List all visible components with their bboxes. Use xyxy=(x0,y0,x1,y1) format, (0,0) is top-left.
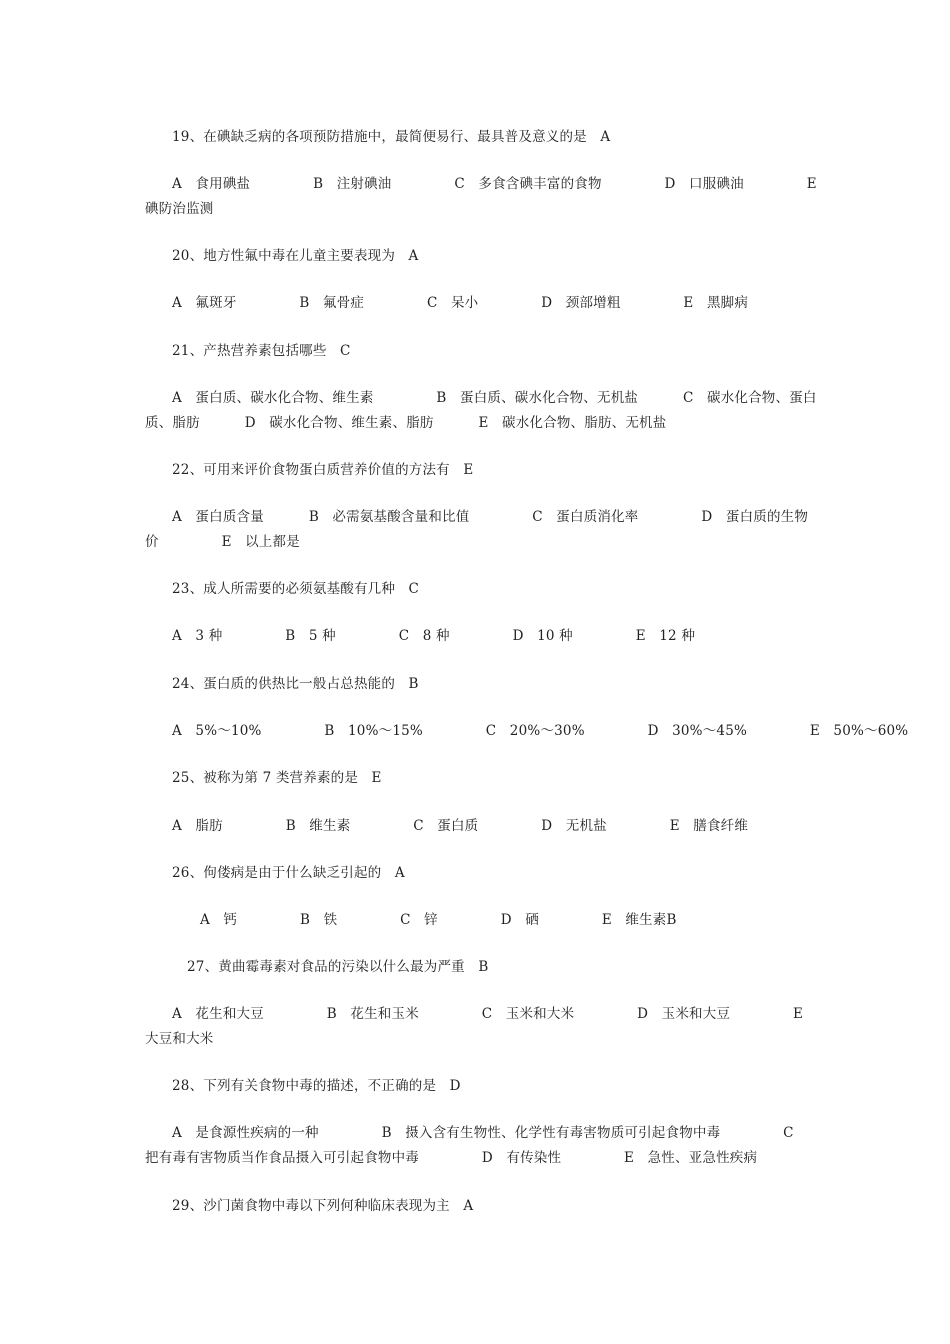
options-27-line1: A 花生和大豆 B 花生和玉米 C 玉米和大米 D 玉米和大豆 E xyxy=(172,1006,804,1022)
question-28: 28、下列有关食物中毒的描述，不正确的是 D xyxy=(172,1078,461,1094)
question-29: 29、沙门菌食物中毒以下列何种临床表现为主 A xyxy=(172,1198,474,1214)
options-19-line2: 碘防治监测 xyxy=(145,201,214,217)
options-21-line2: 质、脂肪 D 碳水化合物、维生素、脂肪 E 碳水化合物、脂肪、无机盐 xyxy=(145,415,667,431)
question-23: 23、成人所需要的必须氨基酸有几种 C xyxy=(172,581,420,597)
options-19-line1: A 食用碘盐 B 注射碘油 C 多食含碘丰富的食物 D 口服碘油 E xyxy=(172,176,817,192)
options-26: A 钙 B 铁 C 锌 D 硒 E 维生素B xyxy=(200,912,677,928)
options-20: A 氟斑牙 B 氟骨症 C 呆小 D 颈部增粗 E 黑脚病 xyxy=(172,295,749,311)
question-21: 21、产热营养素包括哪些 C xyxy=(172,343,351,359)
question-25: 25、被称为第 7 类营养素的是 E xyxy=(172,770,382,786)
options-28-line1: A 是食源性疾病的一种 B 摄入含有生物性、化学性有毒害物质可引起食物中毒 C xyxy=(172,1125,794,1141)
question-20: 20、地方性氟中毒在儿童主要表现为 A xyxy=(172,248,419,264)
question-26: 26、佝偻病是由于什么缺乏引起的 A xyxy=(172,865,405,881)
options-25: A 脂肪 B 维生素 C 蛋白质 D 无机盐 E 膳食纤维 xyxy=(172,818,749,834)
options-22-line2: 价 E 以上都是 xyxy=(145,534,300,550)
options-27-line2: 大豆和大米 xyxy=(145,1031,214,1047)
options-22-line1: A 蛋白质含量 B 必需氨基酸含量和比值 C 蛋白质消化率 D 蛋白质的生物 xyxy=(172,509,809,525)
options-24: A 5%～10% B 10%～15% C 20%～30% D 30%～45% E 50%～60% xyxy=(172,723,909,739)
question-27: 27、黄曲霉毒素对食品的污染以什么最为严重 B xyxy=(187,959,489,975)
options-23: A 3 种 B 5 种 C 8 种 D 10 种 E 12 种 xyxy=(172,628,696,644)
question-19: 19、在碘缺乏病的各项预防措施中，最简便易行、最具普及意义的是 A xyxy=(172,129,611,145)
question-24: 24、蛋白质的供热比一般占总热能的 B xyxy=(172,676,419,692)
options-28-line2: 把有毒有害物质当作食品摄入可引起食物中毒 D 有传染性 E 急性、亚急性疾病 xyxy=(145,1150,758,1166)
question-22: 22、可用来评价食物蛋白质营养价值的方法有 E xyxy=(172,462,474,478)
options-21-line1: A 蛋白质、碳水化合物、维生素 B 蛋白质、碳水化合物、无机盐 C 碳水化合物、蛋白 xyxy=(172,390,817,406)
